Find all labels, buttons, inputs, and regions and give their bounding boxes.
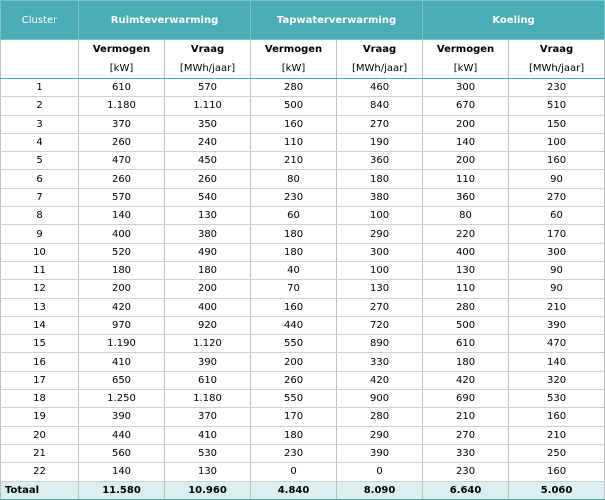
value-cell: 470 [79, 152, 165, 170]
table-row [1, 444, 605, 462]
header-sub-row [1, 40, 605, 60]
value-cell: 500 [251, 97, 337, 115]
value-cell: 260 [79, 170, 165, 188]
value-cell: 690 [423, 390, 509, 408]
value-cell: 180 [337, 170, 423, 188]
value-cell: 90 [509, 261, 605, 279]
value-cell: 920 [165, 316, 251, 334]
header-group-ruimteverwarming: Ruimteverwarming [79, 1, 251, 40]
cluster-cell: 21 [1, 444, 79, 462]
cluster-cell: 1 [1, 79, 79, 97]
cluster-cell: 19 [1, 408, 79, 426]
value-cell: 290 [337, 225, 423, 243]
cluster-cell: 8 [1, 207, 79, 225]
value-cell: 370 [165, 408, 251, 426]
total-value: 6.640 [423, 481, 509, 499]
value-cell: 270 [509, 188, 605, 206]
total-value: 4.840 [251, 481, 337, 499]
header-unit: [MWh/jaar] [165, 59, 251, 79]
value-cell: 890 [337, 335, 423, 353]
value-cell: 150 [509, 115, 605, 133]
value-cell: 140 [79, 463, 165, 481]
value-cell: 280 [423, 298, 509, 316]
value-cell: 320 [509, 371, 605, 389]
header-group-row [1, 1, 605, 40]
value-cell: 280 [251, 79, 337, 97]
value-cell: 0 [251, 463, 337, 481]
value-cell: 450 [165, 152, 251, 170]
value-cell: 1.180 [79, 97, 165, 115]
value-cell: 250 [509, 444, 605, 462]
value-cell: 610 [165, 371, 251, 389]
total-value: 5.060 [509, 481, 605, 499]
value-cell: 260 [251, 371, 337, 389]
value-cell: 280 [337, 408, 423, 426]
total-label: Totaal [1, 481, 79, 499]
value-cell: 80 [423, 207, 509, 225]
value-cell: 60 [509, 207, 605, 225]
table-row [1, 225, 605, 243]
total-value: 10.960 [165, 481, 251, 499]
header-sub: Vermogen [423, 40, 509, 60]
cluster-cell: 11 [1, 261, 79, 279]
value-cell: 550 [251, 335, 337, 353]
value-cell: 270 [337, 115, 423, 133]
value-cell: 60 [251, 207, 337, 225]
table-row [1, 261, 605, 279]
value-cell: 400 [79, 225, 165, 243]
header-sub: Vermogen [79, 40, 165, 60]
header-sub: Vraag [509, 40, 605, 60]
value-cell: 1.120 [165, 335, 251, 353]
value-cell: 360 [423, 188, 509, 206]
value-cell: 490 [165, 243, 251, 261]
header-unit: [MWh/jaar] [509, 59, 605, 79]
value-cell: 200 [79, 280, 165, 298]
value-cell: 540 [165, 188, 251, 206]
value-cell: 420 [79, 298, 165, 316]
value-cell: 1.250 [79, 390, 165, 408]
header-group-tapwaterverwarming: Tapwaterverwarming [251, 1, 423, 40]
cluster-cell: 16 [1, 353, 79, 371]
value-cell: 610 [79, 79, 165, 97]
table-row [1, 115, 605, 133]
header-sub: Vraag [165, 40, 251, 60]
value-cell: 40 [251, 261, 337, 279]
table-row [1, 316, 605, 334]
value-cell: 140 [79, 207, 165, 225]
table-row [1, 79, 605, 97]
value-cell: 210 [251, 152, 337, 170]
cluster-cell: 4 [1, 133, 79, 151]
header-unit: [kW] [251, 59, 337, 79]
value-cell: 610 [423, 335, 509, 353]
value-cell: 100 [509, 133, 605, 151]
value-cell: 180 [251, 426, 337, 444]
cluster-cell: 9 [1, 225, 79, 243]
table-header [1, 1, 605, 79]
table-row [1, 390, 605, 408]
value-cell: 510 [509, 97, 605, 115]
table-body [1, 79, 605, 500]
value-cell: 440 [251, 316, 337, 334]
value-cell: 100 [337, 207, 423, 225]
cluster-cell: 13 [1, 298, 79, 316]
value-cell: 420 [337, 371, 423, 389]
table-row [1, 353, 605, 371]
total-row [1, 481, 605, 499]
value-cell: 180 [165, 261, 251, 279]
value-cell: 420 [423, 371, 509, 389]
value-cell: 260 [165, 170, 251, 188]
table-row [1, 371, 605, 389]
value-cell: 500 [423, 316, 509, 334]
value-cell: 570 [79, 188, 165, 206]
table-row [1, 280, 605, 298]
value-cell: 380 [165, 225, 251, 243]
value-cell: 530 [165, 444, 251, 462]
table-row [1, 298, 605, 316]
value-cell: 180 [79, 261, 165, 279]
cluster-cell: 12 [1, 280, 79, 298]
value-cell: 390 [509, 316, 605, 334]
value-cell: 230 [251, 444, 337, 462]
value-cell: 160 [509, 463, 605, 481]
value-cell: 300 [337, 243, 423, 261]
header-unit: [MWh/jaar] [337, 59, 423, 79]
header-unit: [kW] [423, 59, 509, 79]
cluster-cell: 7 [1, 188, 79, 206]
value-cell: 1.180 [165, 390, 251, 408]
value-cell: 270 [423, 426, 509, 444]
cluster-cell: 22 [1, 463, 79, 481]
value-cell: 230 [509, 79, 605, 97]
value-cell: 400 [423, 243, 509, 261]
value-cell: 1.110 [165, 97, 251, 115]
value-cell: 130 [165, 463, 251, 481]
value-cell: 330 [337, 353, 423, 371]
value-cell: 290 [337, 426, 423, 444]
value-cell: 160 [509, 408, 605, 426]
total-value: 11.580 [79, 481, 165, 499]
value-cell: 570 [165, 79, 251, 97]
value-cell: 110 [423, 170, 509, 188]
value-cell: 390 [79, 408, 165, 426]
value-cell: 130 [423, 261, 509, 279]
value-cell: 110 [251, 133, 337, 151]
value-cell: 210 [509, 426, 605, 444]
value-cell: 300 [423, 79, 509, 97]
value-cell: 270 [337, 298, 423, 316]
table-row [1, 152, 605, 170]
cluster-cell: 2 [1, 97, 79, 115]
value-cell: 210 [509, 298, 605, 316]
table-row [1, 426, 605, 444]
value-cell: 260 [79, 133, 165, 151]
value-cell: 390 [337, 444, 423, 462]
table-row [1, 207, 605, 225]
value-cell: 360 [337, 152, 423, 170]
value-cell: 170 [251, 408, 337, 426]
value-cell: 470 [509, 335, 605, 353]
header-cluster: Cluster [1, 1, 79, 40]
cluster-cell: 20 [1, 426, 79, 444]
cluster-cell: 3 [1, 115, 79, 133]
value-cell: 130 [337, 280, 423, 298]
value-cell: 140 [423, 133, 509, 151]
value-cell: 160 [251, 298, 337, 316]
value-cell: 440 [79, 426, 165, 444]
value-cell: 200 [423, 115, 509, 133]
cluster-cell: 15 [1, 335, 79, 353]
table-row [1, 335, 605, 353]
value-cell: 130 [165, 207, 251, 225]
value-cell: 410 [165, 426, 251, 444]
value-cell: 520 [79, 243, 165, 261]
table-row [1, 188, 605, 206]
cluster-cell: 6 [1, 170, 79, 188]
header-unit-row [1, 59, 605, 79]
value-cell: 210 [423, 408, 509, 426]
value-cell: 400 [165, 298, 251, 316]
cluster-cell: 17 [1, 371, 79, 389]
value-cell: 650 [79, 371, 165, 389]
value-cell: 380 [337, 188, 423, 206]
header-sub: Vraag [337, 40, 423, 60]
value-cell: 240 [165, 133, 251, 151]
value-cell: 330 [423, 444, 509, 462]
header-sub-empty [1, 40, 79, 60]
value-cell: 970 [79, 316, 165, 334]
value-cell: 160 [251, 115, 337, 133]
value-cell: 1.190 [79, 335, 165, 353]
value-cell: 370 [79, 115, 165, 133]
value-cell: 180 [251, 225, 337, 243]
value-cell: 230 [423, 463, 509, 481]
value-cell: 90 [509, 170, 605, 188]
table-row [1, 97, 605, 115]
value-cell: 560 [79, 444, 165, 462]
value-cell: 100 [337, 261, 423, 279]
table-row [1, 463, 605, 481]
header-group-koeling: Koeling [423, 1, 605, 40]
value-cell: 140 [509, 353, 605, 371]
total-value: 8.090 [337, 481, 423, 499]
value-cell: 200 [423, 152, 509, 170]
header-unit-empty [1, 59, 79, 79]
table-row [1, 408, 605, 426]
table-row [1, 243, 605, 261]
value-cell: 390 [165, 353, 251, 371]
value-cell: 550 [251, 390, 337, 408]
cluster-cell: 18 [1, 390, 79, 408]
value-cell: 230 [251, 188, 337, 206]
value-cell: 90 [509, 280, 605, 298]
value-cell: 0 [337, 463, 423, 481]
value-cell: 300 [509, 243, 605, 261]
value-cell: 160 [509, 152, 605, 170]
value-cell: 70 [251, 280, 337, 298]
value-cell: 350 [165, 115, 251, 133]
value-cell: 190 [337, 133, 423, 151]
value-cell: 460 [337, 79, 423, 97]
value-cell: 840 [337, 97, 423, 115]
value-cell: 530 [509, 390, 605, 408]
cluster-cell: 10 [1, 243, 79, 261]
value-cell: 670 [423, 97, 509, 115]
value-cell: 720 [337, 316, 423, 334]
value-cell: 170 [509, 225, 605, 243]
value-cell: 900 [337, 390, 423, 408]
value-cell: 110 [423, 280, 509, 298]
value-cell: 80 [251, 170, 337, 188]
value-cell: 410 [79, 353, 165, 371]
value-cell: 200 [251, 353, 337, 371]
table-row [1, 133, 605, 151]
header-unit: [kW] [79, 59, 165, 79]
value-cell: 180 [423, 353, 509, 371]
value-cell: 220 [423, 225, 509, 243]
value-cell: 180 [251, 243, 337, 261]
value-cell: 200 [165, 280, 251, 298]
cluster-cell: 5 [1, 152, 79, 170]
table-row [1, 170, 605, 188]
cluster-cell: 14 [1, 316, 79, 334]
header-sub: Vermogen [251, 40, 337, 60]
